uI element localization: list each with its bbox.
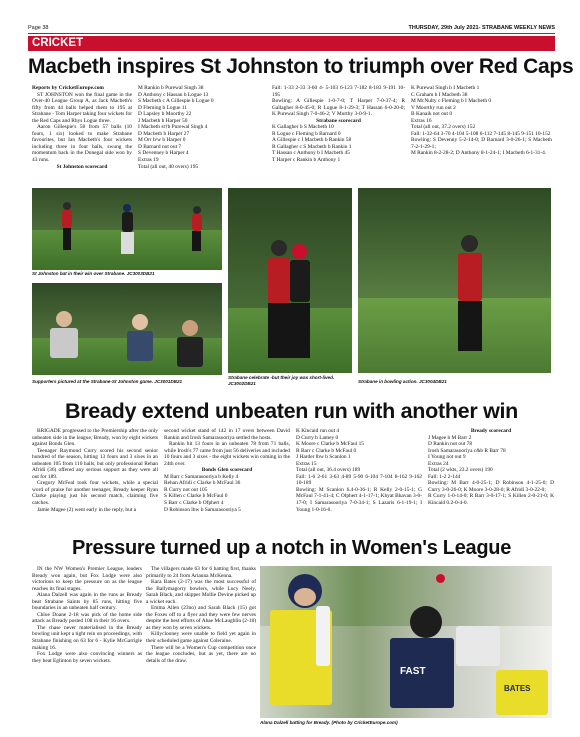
fall-of-wickets: Fall: 1-2 2-144 [428, 473, 461, 480]
paragraph: There will be a Women's Cup competition once the league concludes, but as yet, there are no details of the draw. [146, 644, 256, 664]
score-line: Total (2 wkts, 23.2 overs) 190 [428, 467, 493, 474]
shirt-text: FAST [400, 666, 426, 677]
photo-alana-dalzell-batting [260, 566, 552, 718]
paragraph: Teenager Raymond Curry scored his second senior hundred of the season, hitting 13 fours and 3 sixes in an unbeaten 105 from 110 balls, but only professional Rehan Afridi (36) offered any serious support as they were all out for 189. [32, 447, 158, 480]
score-line: K Gallagher b S Macbeth 10 [272, 124, 334, 131]
scorecard-heading: Bonds Glen scorecard [201, 467, 253, 474]
scorecard-heading: St Johnston scorecard [56, 163, 108, 170]
article2-col3 [296, 428, 422, 534]
scorecard-heading: Strabane scorecard [316, 117, 361, 124]
score-line: Extras 19 [138, 157, 159, 164]
issue-date: THURSDAY, 29th July 2021- STRABANE WEEKLY NEWS [408, 25, 555, 31]
article1-body [32, 85, 552, 185]
score-line: K Kincaid run out 4 [296, 428, 340, 434]
bowling-figures: Bowling: M Barr 4-0-25-1; D Robinson 4-1-25-0; D Curry 3-0-26-0; K Moore 3-0-28-0; R Afridi 3-0-22-0; [428, 480, 554, 493]
article3-body [32, 566, 256, 736]
score-line: M Barr c Samarasooriya b Kelly 4 [164, 473, 239, 480]
paragraph: ST JOHNSTON won the final game in the Over-40 League Group A, as Jack Macbeth's fifty from 44 balls helped them to 195 at Strabane - Tom Harper taking four wickets for the Red Caps and Rhys Logue three. [32, 91, 132, 124]
article2-col4 [428, 428, 554, 534]
score-line: T Harper c Rankin b Anthony 1 [272, 157, 341, 164]
article1-headline: Macbeth inspires St Johnston to triumph over Red Caps [28, 55, 574, 78]
fall-of-wickets: Fall: 1-32-64 3-70 4-104 5-108 6-112 7-145 8-145 9-151 10-152 [411, 130, 551, 137]
photo-supporters [32, 283, 222, 375]
score-line: D Anthony c Hassan b Logue 13 [138, 91, 209, 98]
cricket-ball [436, 574, 445, 583]
paragraph: second wicket stand of 142 in 17 overs between David Rankin and Irosh Samarasooriya settled the hosts. [164, 428, 290, 441]
photo-strabane-celebrate [228, 188, 352, 373]
score-line: Total (all out, 40 overs) 195 [138, 163, 199, 170]
header-rule [28, 33, 555, 34]
paragraph: Killyclooney were unable to field yet again in their scheduled game against Coleraine. [146, 631, 256, 645]
paragraph: The chase never materialised in the Bready bowling unit kept a tight rein on proceedings, with Strabane finishing on 63 for 6 - Kylie McGarrigle making 16. [32, 624, 142, 651]
paragraph: Rankin hit 13 fours in an unbeaten 78 from 71 balls, while Irosh's 77 came from just 56 deliveries and included 10 fours and 3 sixes - the eight wickets win coming in the 24th over. [164, 441, 290, 467]
photo-caption: St Johnston bat in their win over Strabane. JC3003DB21 [32, 271, 155, 276]
score-line: Total (all out, 37.2 overs) 152 [411, 124, 476, 131]
paragraph: Jamie Magee (2) went early in the reply, but a [37, 506, 137, 513]
score-line: B Kanaik not out 0 [411, 111, 453, 118]
article1-col4 [411, 85, 552, 185]
score-line: C Graham b I Macbeth 38 [411, 91, 468, 98]
score-line: D Robinson lbw b Samarasooriya 5 [164, 506, 241, 513]
bowling-figures: M Rankin 8-2-28-2; D Anthony 8-1-24-1; I Macbeth 6-1-31-4. [411, 150, 547, 157]
paragraph: Aaron Gillespie's 58 from 57 balls (10 fours, 1 six) looked to make Strabane favourites, but Ian Macbeth's four wickets including three in four balls, swung the momentum back in the Donegal side won by 43 runs. [32, 124, 132, 164]
photo-caption: Supporters pictured at the Strabane-St Johnston game. JC3001DB21 [32, 379, 183, 384]
article1-col3 [272, 85, 405, 185]
article3-headline: Pressure turned up a notch in Women's League [71, 537, 512, 559]
score-line: D Barnard not out 7 [138, 143, 182, 150]
article2-body [32, 428, 552, 534]
paragraph: BRIGADE progressed to the Premiership after the only unbeaten side in the league, Bready, won by eight wickets against Bonds Glen. [32, 428, 158, 448]
photo-caption: Alana Dalzell batting for Bready. (Photo by CricketEurope.com) [260, 720, 398, 725]
score-line: R Curry not out 105 [164, 486, 208, 493]
article3-col1 [32, 566, 142, 736]
score-line: A Gillespie c I Macbeth b Rankin 58 [272, 137, 352, 144]
score-line: V Moorthy run out 2 [411, 104, 456, 111]
score-line: T Hassan c Anthony b I Macbeth 45 [272, 150, 350, 157]
article1-col1 [32, 85, 132, 185]
score-line: K Moore c Clarke b McFaul 15 [296, 441, 364, 448]
paragraph: Chloe Doane 2-18 was pick of the home side attack as Bready posted 108 in their 16 overs. [32, 611, 142, 625]
bowling-figures: Bowling: S Devenny 5-2-14-0; D Barnard 3-0-26-1; S Macbeth 7-2-1-29-1; [411, 137, 552, 150]
paragraph: Fox Lodge were also convincing winners as they beat Eglinton by seven wickets. [32, 651, 142, 664]
byline: Reports by CricketEurope.com [32, 85, 104, 91]
score-line: Extras 15 [296, 460, 317, 467]
score-line: R Barr c Clarke b McFaul 0 [296, 447, 357, 454]
score-line: Rehan Afridi c Clarke b McFaul 36 [164, 480, 241, 487]
score-line: D Curry b Lamey 0 [296, 434, 339, 441]
score-line: M Orr b/w b Harper 0 [138, 137, 186, 144]
section-label: CRICKET [28, 36, 555, 51]
score-line: M McNulty c Fleming b I Macbeth 0 [411, 98, 492, 105]
bowling-figures: Bowling: M Scanlon 6.4-0-36-1; R Kelly 2-0-15-1; G McFaul 7-1-41-4; C Olphert 4-1-17-1; Khyat Bhavan 3-0-17-0; I Samarasooriya 7-0-34-1; S Lazaris 6-1-19-1; I Young 1-0-16-0. [296, 486, 422, 513]
article2-col1 [32, 428, 158, 534]
score-line: Extras 16 [411, 117, 432, 124]
score-line: Extras 24 [428, 460, 449, 467]
score-line: J Macbeth b Harper 50 [138, 117, 188, 124]
article3-col2 [146, 566, 256, 736]
score-line: J Harder lbw b Scanlon 1 [296, 454, 351, 461]
fall-of-wickets: Fall: 1-6 2-61 3-63 4-89 5-90 6-104 7-104 8-162 9-162 10-189 [296, 473, 422, 487]
score-line: R Gallagher c S Macbeth b Rankin 1 [272, 143, 352, 150]
photo-st-johnston-batting [32, 188, 222, 270]
bowling-figures: R Curry 1-0-14-0; R Barr 3-0-17-1; S Killen 2-0-21-0; K Kincaid 0.2-0-4-0. [428, 493, 554, 507]
paragraph: IN the NW Women's Premier League, leaders Bready won again, but Fox Lodge were also victorious to keep the pressure on as the league reaches its final stages. [32, 566, 142, 592]
fall-of-wickets: Fall: 1-33 2-33 3-60 4- 5-103 6-123 7-182 8-183 9-191 10-195 [272, 85, 405, 98]
score-line: Irosh Samarasooriya c&b R Barr 78 [428, 447, 506, 454]
score-line: S Macbeth c A Gillespie b Logue 0 [138, 98, 214, 105]
score-line: S Killen c Clarke b McFaul 0 [164, 493, 228, 500]
score-line: I Young not out 9 [428, 454, 466, 461]
paragraph: Gregory McFeal took four wickets, while a special word of praise for another teenager, Bready keeper Ryan Clarke playing just his second match, claiming five catches. [32, 480, 158, 507]
score-line: J Magee b M Barr 2 [428, 434, 472, 441]
paragraph: Alana Dalzell was again in the runs as Bready beat Strabane Saints by 85 runs, hitting five boundaries in an unbeaten half century. [32, 592, 142, 612]
score-line: Total (all out, 36.4 overs) 189 [296, 467, 361, 474]
score-line: K Purewal Singh b I Macbeth 1 [411, 85, 480, 91]
score-line: D Macbeth b Harper 27 [138, 130, 190, 137]
score-line: D Fleming b Logue 11 [138, 104, 187, 111]
score-line: I Macbeth st†b Purewal Singh 4 [138, 124, 208, 131]
page-number: Page 38 [28, 25, 49, 31]
photo-caption: Strabane celebrate -but their joy was short-lived. JC3002DB21 [228, 375, 335, 386]
score-line: R Logue c Fleming b Barnard 0 [272, 130, 341, 137]
score-line: S Barr c Clarke b Ofphert 4 [164, 500, 224, 507]
score-line: S Devenney b Harper 4 [138, 150, 189, 157]
score-line: D Rankin not out 78 [428, 441, 473, 448]
score-line: M Rankin b Purewal Singh 38 [138, 85, 204, 91]
article1-col2 [138, 85, 266, 185]
paragraph: Emma Allen (23no) and Sarah Black (15) got the Foxes off to a flyer and they were few nerves despite the best efforts of Abae McLaughlin (2-18) as they won by seven wickets. [146, 605, 256, 631]
photo-strabane-bowling [358, 188, 551, 373]
score-line: D Lapsley b Moorthy 22 [138, 111, 192, 118]
paragraph: Kara Bates (2-17) was the most successful of the Ballymagorry bowlers, while Lucy Neely, Sarah Black, and skipper Mollie Devine picked up a wicket each. [146, 579, 256, 605]
paragraph: The villagers made 63 for 6 batting first, thanks primarily to 24 from Arianna McKenna. [146, 566, 256, 579]
photo-caption: Strabane in bowling action. JC3004DB21 [358, 379, 447, 384]
bowling-figures: Bowling: A Gillespie 1-0-7-0; T Harper 7-0-37-4; R Gallagher 8-0-45-0; R Logue 8-1-29-3; T Hassan 6-0-20-0; K Purewal Singh 7-0-46-2; V Murthy 3-0-9-1. [272, 98, 405, 118]
article2-col2 [164, 428, 290, 534]
article2-headline: Bready extend unbeaten run with another win [65, 399, 518, 423]
page-header [28, 23, 555, 33]
shirt-text: BATES [504, 684, 531, 693]
scorecard-heading: Bready scorecard [470, 428, 512, 434]
